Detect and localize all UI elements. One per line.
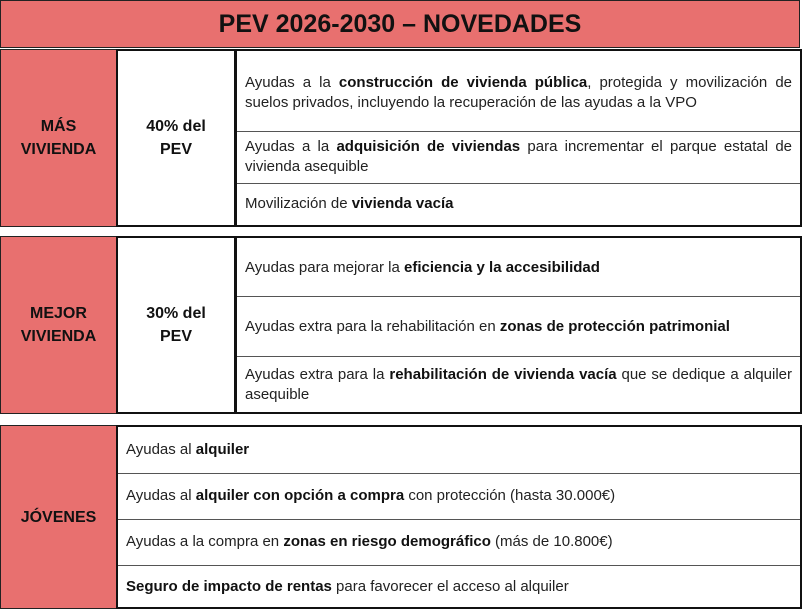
list-item <box>118 567 800 607</box>
item-text: , protegida y movilización de suelos privados, incluyendo la recuperación de las ayudas a la VPO <box>245 74 793 111</box>
budget-share-line: PEV <box>159 328 192 345</box>
highlight-text: alquiler <box>195 441 250 458</box>
budget-share-line: 40% del <box>146 118 206 135</box>
item-text: Ayudas al <box>126 487 196 504</box>
highlight-text: alquiler con opción a compra <box>195 487 405 504</box>
list-item <box>237 133 800 181</box>
item-text: Ayudas a la <box>245 138 337 155</box>
category-line: VIVIENDA <box>20 328 97 345</box>
highlight-text: adquisición de viviendas <box>336 138 521 155</box>
category-line: MEJOR <box>30 305 87 322</box>
highlight-text: zonas en riesgo demográfico <box>283 533 491 550</box>
category-label <box>0 425 117 609</box>
section-mejor-vivienda <box>0 236 802 414</box>
item-text: con protección (hasta 30.000€) <box>404 487 616 504</box>
section-jovenes <box>0 425 802 609</box>
list-item <box>118 521 800 563</box>
category-label <box>0 49 117 227</box>
item-text: Ayudas al <box>126 441 196 458</box>
row-divider <box>237 356 800 357</box>
item-text: Ayudas para mejorar la <box>245 259 404 276</box>
category-line: MÁS <box>40 118 77 135</box>
budget-share <box>116 236 236 414</box>
section-mas-vivienda <box>0 49 802 227</box>
item-text: que se dedique a alquiler asequible <box>245 366 792 403</box>
items-list <box>116 425 802 609</box>
row-divider <box>237 131 800 132</box>
category-line: JÓVENES <box>20 508 97 526</box>
category-label <box>0 236 117 414</box>
list-item <box>118 475 800 517</box>
list-item <box>237 240 800 296</box>
row-divider <box>118 519 800 520</box>
list-item <box>237 358 800 412</box>
highlight-text: Seguro de impacto de rentas <box>126 578 332 595</box>
highlight-text: rehabilitación de vivienda vacía <box>389 366 617 383</box>
row-divider <box>237 296 800 297</box>
item-text: Ayudas extra para la <box>245 366 390 383</box>
item-text: (más de 10.800€) <box>490 533 613 550</box>
highlight-text: vivienda vacía <box>351 195 454 212</box>
category-line: VIVIENDA <box>20 141 97 158</box>
page-title: PEV 2026-2030 – NOVEDADES <box>0 0 800 48</box>
item-text: para favorecer el acceso al alquiler <box>331 578 569 595</box>
item-text: Ayudas a la compra en <box>126 533 284 550</box>
item-text: Ayudas a la <box>245 74 339 91</box>
budget-share <box>116 49 236 227</box>
row-divider <box>118 565 800 566</box>
item-text: Movilización de <box>245 195 352 212</box>
list-item <box>237 59 800 127</box>
item-text: Ayudas extra para la rehabilitación en <box>245 318 500 335</box>
row-divider <box>237 183 800 184</box>
items-list <box>235 49 802 227</box>
items-list <box>235 236 802 414</box>
budget-share-line: PEV <box>159 141 192 158</box>
list-item <box>118 429 800 471</box>
highlight-text: construcción de vivienda pública <box>338 74 588 91</box>
item-text: para incrementar el parque estatal de vivienda asequible <box>245 138 793 175</box>
budget-share-line: 30% del <box>146 305 206 322</box>
highlight-text: zonas de protección patrimonial <box>499 318 730 335</box>
highlight-text: eficiencia y la accesibilidad <box>403 259 600 276</box>
row-divider <box>118 473 800 474</box>
list-item <box>237 185 800 223</box>
list-item <box>237 298 800 356</box>
